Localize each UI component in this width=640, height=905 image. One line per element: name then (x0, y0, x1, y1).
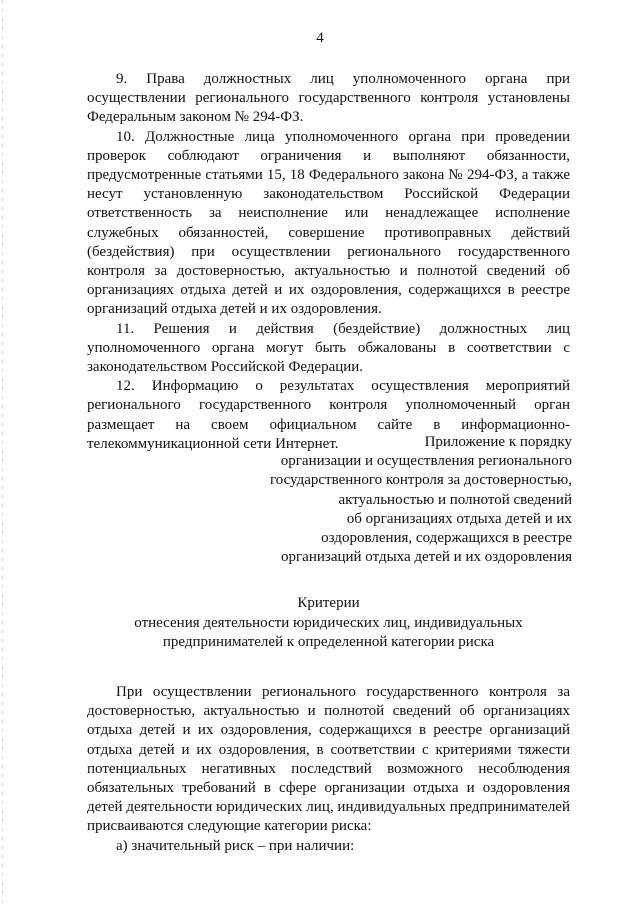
risk-item-a: а) значительный риск – при наличии: (116, 837, 355, 854)
paragraph-11: 11. Решения и действия (бездействие) должностных лиц уполномоченного органа могут быть обжалованы в соответствии с законодательством Российской Федерации. (87, 320, 570, 376)
annex-line: организации и осуществления регионального (280, 453, 572, 470)
criteria-heading (87, 594, 570, 653)
paragraph-10: 10. Должностные лица уполномоченного органа при проведении проверок соблюдают ограничения и выполняют обязанности, предусмотренные статьями 15, 18 Федерального закона № 294-ФЗ, а также несут установленную законодательством Российской Федерации ответственность за неисполнение или ненадлежащее исполнение служебных обязанностей, совершение противоправных действий (бездействия) при осуществлении регионального государственного контроля за достоверностью, актуальностью и полнотой сведений об организациях отдыха детей и их оздоровления, содержащихся в реестре организаций отдыха детей и их оздоровления. (87, 128, 570, 318)
scan-edge-mark (2, 0, 3, 905)
annex-line: об организациях отдыха детей и их (346, 510, 572, 527)
annex-line: оздоровления, содержащихся в реестре (321, 530, 572, 547)
heading-subtitle-line: отнесения деятельности юридических лиц, индивидуальных (134, 614, 523, 631)
main-text (87, 70, 570, 454)
criteria-text (87, 683, 570, 856)
annex-line: актуальностью и полнотой сведений (338, 491, 572, 508)
criteria-intro-paragraph: При осуществлении регионального государственного контроля за достоверностью, актуальностью и полнотой сведений об организациях отдыха детей и их оздоровления, содержащихся в реестре организаций отдыха детей и их оздоровления, в соответствии с критериями тяжести потенциальных негативных последствий возможного несоблюдения обязательных требований в сфере организации отдыха и оздоровления детей деятельности юридических лиц, индивидуальных предпринимателей присваиваются следующие категории риска: (87, 684, 570, 835)
heading-title: Критерии (297, 595, 360, 611)
heading-subtitle-line: предпринимателей к определенной категории риска (162, 634, 495, 651)
annex-line: Приложение к порядку (424, 434, 572, 450)
annex-line: организаций отдыха детей и их оздоровления (281, 549, 572, 566)
paragraph-12: 12. Информацию о результатах осуществления мероприятий регионального государственного контроля уполномоченный орган размещает на своем официальном сайте в информационно-телекоммуникационной сети Интернет. (87, 378, 570, 452)
annex-line: государственного контроля за достоверностью, (269, 472, 572, 489)
page-number: 4 (316, 30, 324, 46)
paragraph-9: 9. Права должностных лиц уполномоченного органа при осуществлении регионального государственного контроля установлены Федеральным законом № 294-ФЗ. (87, 71, 570, 126)
annex-reference (250, 433, 572, 567)
